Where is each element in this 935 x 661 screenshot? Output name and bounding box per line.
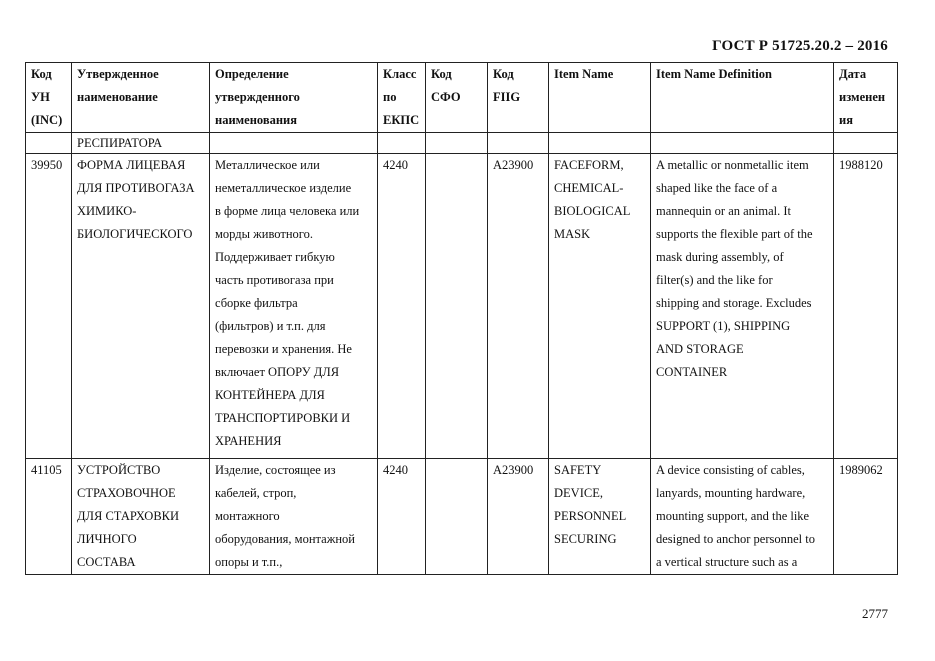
cell-empty: [426, 133, 488, 154]
cell-class: 4240: [378, 154, 426, 459]
cell-text-line: морды животного.: [215, 227, 313, 241]
cell-text-line: AND STORAGE: [656, 342, 744, 356]
header-item-name: [549, 63, 651, 133]
cell-sfo: [426, 154, 488, 459]
header-approved-definition: [210, 63, 378, 133]
cell-text-line: DEVICE,: [554, 486, 603, 500]
cell-approved-name: [72, 459, 210, 575]
cell-text-line: ия: [839, 113, 853, 127]
cell-text-line: a vertical structure such as a: [656, 555, 798, 569]
cell-text-line: оборудования, монтажной: [215, 532, 355, 546]
item-names-table: [25, 62, 898, 575]
cell-text-line: УН: [31, 90, 50, 104]
cell-text-line: lanyards, mounting hardware,: [656, 486, 806, 500]
cell-text-line: filter(s) and the like for: [656, 273, 773, 287]
cell-text-line: УСТРОЙСТВО: [77, 463, 161, 477]
cell-text-line: FIIG: [493, 90, 521, 104]
cell-text-line: монтажного: [215, 509, 280, 523]
cell-text-line: MASK: [554, 227, 591, 241]
cell-definition: [210, 154, 378, 459]
cell-empty: [651, 133, 834, 154]
table-row: [26, 154, 898, 459]
cell-text-line: Дата: [839, 67, 867, 81]
cell-text-line: SUPPORT (1), SHIPPING: [656, 319, 791, 333]
cell-empty: [26, 133, 72, 154]
cell-text-line: Поддерживает гибкую: [215, 250, 335, 264]
cell-text-line: A metallic or nonmetallic item: [656, 158, 809, 172]
cell-text-line: shipping and storage. Excludes: [656, 296, 812, 310]
cell-text-line: (фильтров) и т.п. для: [215, 319, 326, 333]
cell-item-definition: [651, 459, 834, 575]
header-change-date: [834, 63, 898, 133]
document-title: ГОСТ Р 51725.20.2 – 2016: [712, 38, 888, 54]
cell-sfo: [426, 459, 488, 575]
table-row-continuation: [26, 133, 898, 154]
cell-approved-name: [72, 154, 210, 459]
table-row: [26, 459, 898, 575]
cell-date: 1988120: [834, 154, 898, 459]
cell-text-line: FACEFORM,: [554, 158, 624, 172]
cell-text-line: PERSONNEL: [554, 509, 627, 523]
header-inc-code: [26, 63, 72, 133]
cell-text-line: в форме лица человека или: [215, 204, 360, 218]
cell-text-line: ХИМИКО-: [77, 204, 137, 218]
cell-item-name: [549, 154, 651, 459]
cell-text-line: сборке фильтра: [215, 296, 298, 310]
page-number: 2777: [862, 606, 888, 621]
cell-fiig: A23900: [488, 459, 549, 575]
cell-text-line: A device consisting of cables,: [656, 463, 805, 477]
cell-code: 39950: [26, 154, 72, 459]
cell-name-continuation: РЕСПИРАТОРА: [72, 133, 210, 154]
cell-text-line: Определение: [215, 67, 289, 81]
cell-text-line: supports the flexible part of the: [656, 227, 813, 241]
cell-text-line: изменен: [839, 90, 886, 104]
cell-empty: [834, 133, 898, 154]
cell-text-line: БИОЛОГИЧЕСКОГО: [77, 227, 193, 241]
cell-text-line: ЛИЧНОГО: [77, 532, 137, 546]
cell-text-line: по: [383, 90, 397, 104]
cell-text-line: designed to anchor personnel to: [656, 532, 815, 546]
cell-text-line: mask during assembly, of: [656, 250, 784, 264]
cell-text-line: Item Name Definition: [656, 67, 772, 81]
cell-text-line: Изделие, состоящее из: [215, 463, 336, 477]
cell-code: 41105: [26, 459, 72, 575]
cell-text-line: ЕКПС: [383, 113, 420, 127]
cell-text-line: ТРАНСПОРТИРОВКИ И: [215, 411, 351, 425]
cell-text-line: Код: [31, 67, 52, 81]
cell-text-line: ФОРМА ЛИЦЕВАЯ: [77, 158, 186, 172]
header-fiig-code: [488, 63, 549, 133]
cell-text-line: mannequin or an animal. It: [656, 204, 792, 218]
cell-text-line: shaped like the face of a: [656, 181, 778, 195]
cell-empty: [488, 133, 549, 154]
cell-text-line: BIOLOGICAL: [554, 204, 631, 218]
cell-text-line: неметаллическое изделие: [215, 181, 352, 195]
cell-text-line: ДЛЯ ПРОТИВОГАЗА: [77, 181, 195, 195]
cell-text-line: наименования: [215, 113, 298, 127]
header-sfo-code: [426, 63, 488, 133]
cell-text-line: опоры и т.п.,: [215, 555, 283, 569]
cell-item-definition: [651, 154, 834, 459]
cell-text-line: Класс: [383, 67, 417, 81]
cell-empty: [210, 133, 378, 154]
header-item-name-definition: [651, 63, 834, 133]
cell-item-name: [549, 459, 651, 575]
cell-text-line: ДЛЯ СТАРХОВКИ: [77, 509, 180, 523]
cell-text-line: Item Name: [554, 67, 614, 81]
cell-text-line: (INC): [31, 113, 63, 127]
cell-text-line: CONTAINER: [656, 365, 728, 379]
header-approved-name: [72, 63, 210, 133]
cell-empty: [549, 133, 651, 154]
cell-text-line: Код: [493, 67, 514, 81]
cell-text-line: CHEMICAL-: [554, 181, 624, 195]
cell-text-line: СФО: [431, 90, 461, 104]
cell-class: 4240: [378, 459, 426, 575]
cell-text-line: кабелей, строп,: [215, 486, 297, 500]
cell-text-line: КОНТЕЙНЕРА ДЛЯ: [215, 388, 325, 402]
cell-text-line: включает ОПОРУ ДЛЯ: [215, 365, 340, 379]
cell-text-line: СТРАХОВОЧНОЕ: [77, 486, 176, 500]
header-class: [378, 63, 426, 133]
cell-text-line: перевозки и хранения. Не: [215, 342, 352, 356]
cell-text-line: ХРАНЕНИЯ: [215, 434, 282, 448]
cell-text-line: Утвержденное: [77, 67, 159, 81]
cell-text-line: mounting support, and the like: [656, 509, 810, 523]
cell-text-line: утвержденного: [215, 90, 300, 104]
cell-text-line: наименование: [77, 90, 158, 104]
cell-text-line: SAFETY: [554, 463, 602, 477]
cell-text-line: часть противогаза при: [215, 273, 334, 287]
cell-definition: [210, 459, 378, 575]
cell-text-line: Код: [431, 67, 452, 81]
table-header-row: [26, 63, 898, 133]
cell-text-line: Металлическое или: [215, 158, 320, 172]
cell-text-line: SECURING: [554, 532, 617, 546]
cell-empty: [378, 133, 426, 154]
cell-text-line: СОСТАВА: [77, 555, 136, 569]
cell-fiig: A23900: [488, 154, 549, 459]
cell-date: 1989062: [834, 459, 898, 575]
